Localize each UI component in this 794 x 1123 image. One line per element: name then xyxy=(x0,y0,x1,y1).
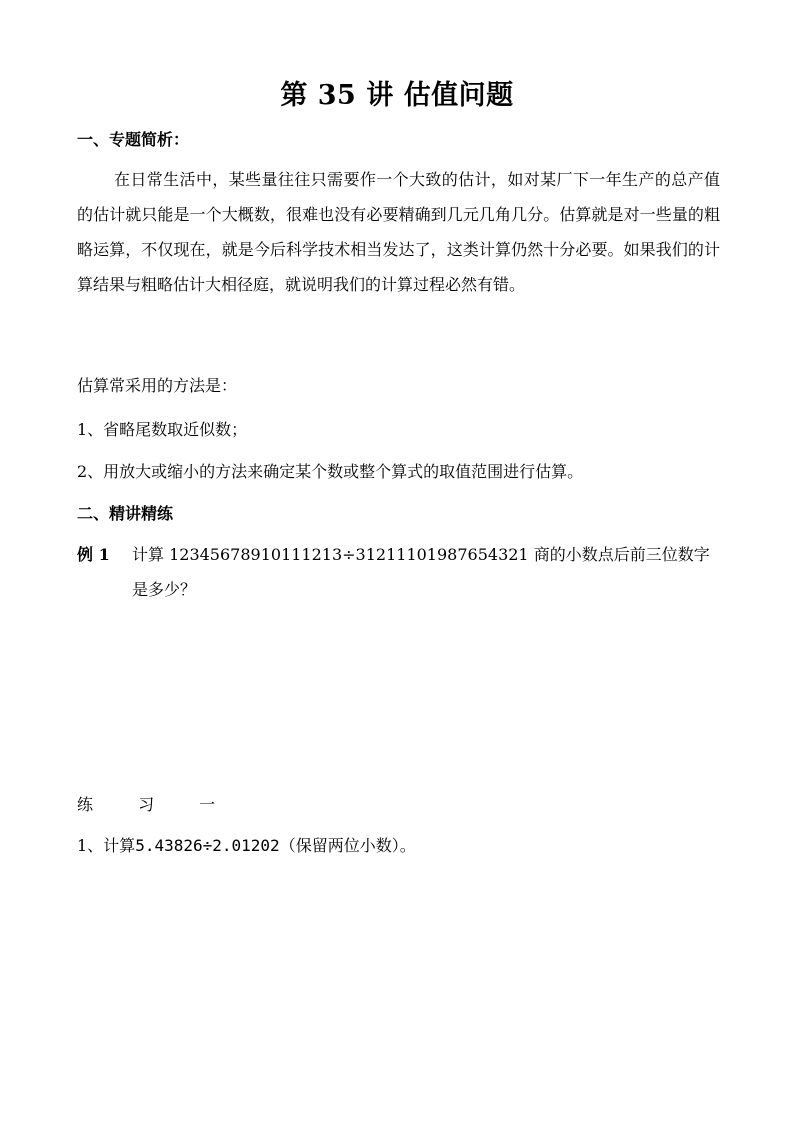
example-question-line-2: 是多少？ xyxy=(132,580,197,599)
practice-question-expression: 5.43826÷2.01202 xyxy=(135,836,280,855)
practice-question-suffix: （保留两位小数）。 xyxy=(279,836,416,855)
method-item-1: 1、省略尾数取近似数； xyxy=(77,420,248,439)
example-label: 例 1 xyxy=(77,545,110,564)
practice-heading: 练 习 一 xyxy=(77,795,236,814)
section-heading-practice-lecture: 二、精讲精练 xyxy=(77,504,174,523)
method-item-2: 2、用放大或缩小的方法来确定某个数或整个算式的取值范围进行估算。 xyxy=(77,462,584,481)
example-question xyxy=(132,537,720,607)
section-heading-analysis: 一、专题简析： xyxy=(77,130,190,149)
methods-intro: 估算常采用的方法是： xyxy=(77,376,238,395)
practice-question-prefix: 1、计算 xyxy=(77,836,136,855)
example-question-line-1: 计算 12345678910111213÷31211101987654321 商的小数点后前三位数字 xyxy=(132,545,710,564)
analysis-paragraph: 在日常生活中，某些量往往只需要作一个大致的估计，如对某厂下一年生产的总产值的估计就只能是一个大概数，很难也没有必要精确到几元几角几分。估算就是对一些量的粗略运算，不仅现在，就是今后科学技术相当发达了，这类计算仍然十分必要。如果我们的计算结果与粗略估计大相径庭，就说明我们的计算过程必然有错。 xyxy=(77,170,720,294)
page-title: 第 35 讲 估值问题 xyxy=(280,80,514,111)
practice-question-1 xyxy=(77,834,416,858)
